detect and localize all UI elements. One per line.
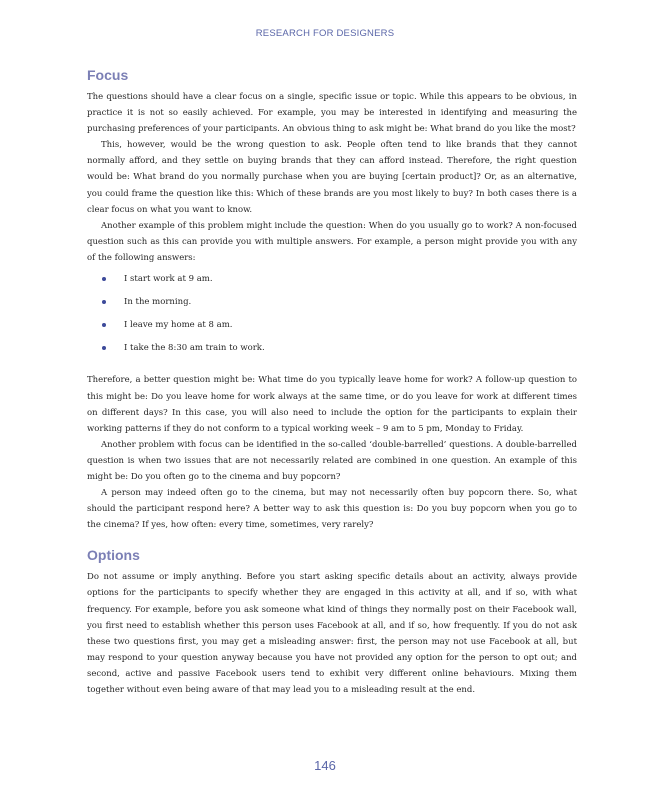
focus-paragraph-4: Therefore, a better question might be: What time do you typically leave home for work? A follow-up question to this might be: Do you leave home for work always at the same time, or do you leave for work at different times on different days? In this case, you will also need to include the option for the participants to explain their working patterns if they do not conform to a typical working week – 9 am to 5 pm, Monday to Friday. bbox=[87, 375, 577, 434]
section-heading-focus: Focus bbox=[87, 67, 129, 83]
bullet-icon bbox=[102, 323, 106, 327]
list-item bbox=[87, 340, 577, 356]
focus-paragraph-2: This, however, would be the wrong question to ask. People often tend to like brands that they cannot normally afford, and they settle on buying brands that they can afford instead. Therefore, the right question would be: What brand do you normally purchase when you are buying [certain product]? Or, as an alternative, you could frame the question like this: Which of these brands are you most likely to buy? In both cases there is a clear focus on what you want to know. bbox=[87, 140, 577, 215]
list-item bbox=[87, 271, 577, 287]
bullet-icon bbox=[102, 300, 106, 304]
list-item bbox=[87, 294, 577, 310]
options-paragraph-1: Do not assume or imply anything. Before you start asking specific details about an activity, always provide options for the participants to specify whether they are engaged in this activity at all, and if so, with what frequency. For example, before you ask someone what kind of things they normally post on their Facebook wall, you first need to establish whether this person uses Facebook at all, and if so, how frequently. If you do not ask these two questions first, you may get a misleading answer: first, the person may not use Facebook at all, but may respond to your question anyway because you have not provided any option for the person to opt out; and second, active and passive Facebook users tend to exhibit very different online behaviours. Mixing them together without even being aware of that may lead you to a misleading result at the end. bbox=[87, 572, 577, 695]
running-header: RESEARCH FOR DESIGNERS bbox=[255, 28, 395, 39]
focus-paragraph-6: A person may indeed often go to the cinema, but may not necessarily often buy popcorn there. So, what should the participant respond here? A better way to ask this question is: Do you buy popcorn when you go to the cinema? If yes, how often: every time, sometimes, very rarely? bbox=[87, 488, 577, 531]
list-item bbox=[87, 317, 577, 333]
section-heading-options: Options bbox=[87, 547, 140, 564]
page-number: 146 bbox=[314, 758, 336, 773]
page-content bbox=[87, 66, 577, 698]
list-item-text: I leave my home at 8 am. bbox=[124, 320, 233, 331]
answer-list bbox=[87, 271, 577, 356]
list-item-text: I start work at 9 am. bbox=[124, 274, 213, 285]
bullet-icon bbox=[102, 277, 106, 281]
list-item-text: In the morning. bbox=[124, 297, 192, 308]
focus-paragraph-5: Another problem with focus can be identified in the so-called ‘double-barrelled’ questions. A double-barrelled question is when two issues that are not necessarily related are combined in one question. An example of this might be: Do you often go to the cinema and buy popcorn? bbox=[87, 439, 577, 482]
focus-paragraph-3: Another example of this problem might include the question: When do you usually go to work? A non-focused question such as this can provide you with multiple answers. For example, a person might provide you with any of the following answers: bbox=[87, 220, 577, 263]
bullet-icon bbox=[102, 346, 106, 350]
list-item-text: I take the 8:30 am train to work. bbox=[124, 343, 265, 354]
focus-paragraph-1: The questions should have a clear focus on a single, specific issue or topic. While this appears to be obvious, in practice it is not so easily achieved. For example, you may be interested in identifying and measuring the purchasing preferences of your participants. An obvious thing to ask might be: What brand do you like the most? bbox=[87, 92, 577, 135]
